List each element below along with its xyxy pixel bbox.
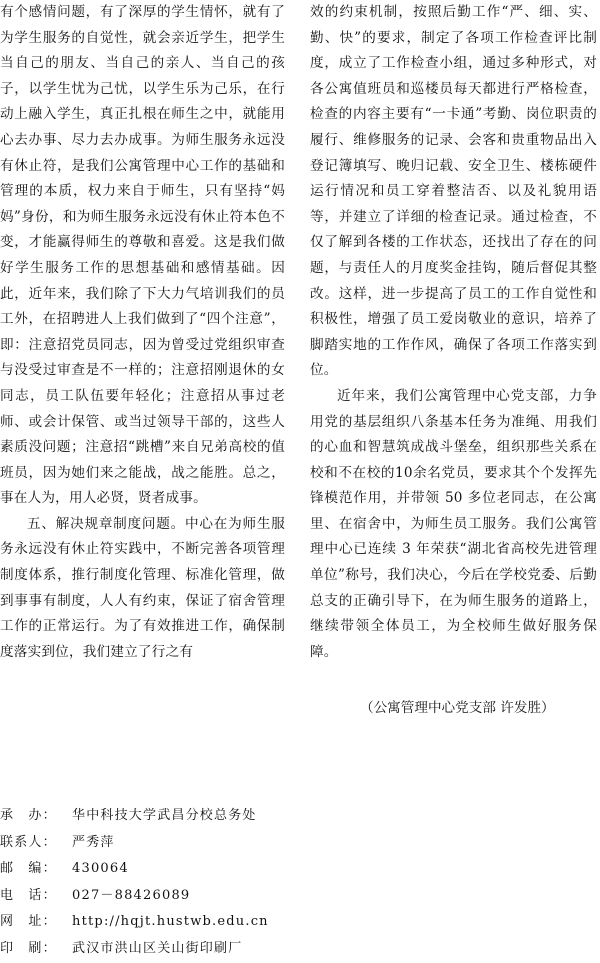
paragraph-rules-system: 五、解决规章制度问题。中心在为师生服务永远没有休止符实践中，不断完善各项管理制度体系，推行制度化管理、标准化管理，做到事事有制度，人人有约束，保证了宿舍管理工作的正常运行。为了有效推进工作，确保制度落实到位，我们建立了行之有 <box>0 515 285 660</box>
paragraph-staff-feelings: 有个感情问题，有了深厚的学生情怀，就有了为学生服务的自觉性，就会亲近学生，把学生当自己的朋友、当自己的亲人、当自己的孩子，以学生忧为己忧，以学生乐为己乐，在行动上融入学生，真正扎根在师生之中，就能用心去办事、尽力去办成事。为师生服务永远没有休止符，是我们公寓管理中心工作的基础和管理的本质，权力来自于师生，只有坚持“妈妈”身份，和为师生服务永远没有休止符本色不变，才能赢得师生的尊敬和喜爱。这是我们做好学生服务工作的思想基础和感情基础。因此，近年来，我们除了下大力气培训我们的员工外，在招聘进人上我们做到了“四个注意”，即：注意招党员同志，因为曾受过党组织审查与没受过审查是不一样的；注意招刚退休的女同志，员工队伍要年轻化；注意招从事过老师、或会计保管、或当过领导干部的，这些人素质没问题；注意招“跳槽”来自兄弟高校的值班员，因为她们来之能战，战之能胜。总之，事在人为，用人必贤，贤者成事。 <box>0 4 285 507</box>
colophon-value: 华中科技大学武昌分校总务处 <box>72 808 257 823</box>
paragraph-inspection-mechanism: 效的约束机制，按照后勤工作“严、细、实、勤、快”的要求，制定了各项工作检查评比制度，成立了工作检查小组，通过多种形式，对各公寓值班员和巡楼员每天都进行严格检查，检查的内容主要有“一卡通”考勤、岗位职责的履行、维修服务的记录、会客和贵重物品出入登记簿填写、晚归记载、安全卫生、楼栋硬件运行情况和员工穿着整洁否、以及礼貌用语等，并建立了详细的检查记录。通过检查，不仅了解到各楼的工作状态，还找出了存在的问题，与责任人的月度奖金挂钩，随后督促其整改。这样，进一步提高了员工的工作自觉性和积极性，增强了员工爱岗敬业的意识，培养了脚踏实地的工作作风，确保了各项工作落实到位。 <box>310 4 597 379</box>
colophon-phone <box>0 883 600 910</box>
colophon-label: 邮 编： <box>0 861 57 877</box>
colophon-label: 网 址： <box>0 914 57 930</box>
colophon-value: 430064 <box>72 861 129 877</box>
colophon-website <box>0 909 600 936</box>
colophon-organizer <box>0 803 600 830</box>
article-right-column <box>310 0 597 665</box>
article-left-column <box>0 0 285 665</box>
paragraph-party-branch: 近年来，我们公寓管理中心党支部，力争用党的基层组织八条基本任务为准绳、用我们的心血和智慧筑成战斗堡垒，组织那些关系在校和不在校的10余名党员，要求其个个发挥先锋模范作用，并带领 50 多位老同志，在公寓里、在宿舍中，为师生员工服务。我们公寓管理中心已连续 3 年荣获“湖北省高校先进管理单位”称号，我们决心，今后在学校党委、后勤总支的正确引导下，在为师生服务的道路上，继续带领全体员工，为全校师生做好服务保障。 <box>310 387 597 660</box>
colophon-label: 印 刷： <box>0 940 57 956</box>
colophon-postcode <box>0 856 600 883</box>
colophon-printer <box>0 936 600 963</box>
colophon-value: 严秀萍 <box>72 834 115 850</box>
colophon-label: 电 话： <box>0 887 57 903</box>
colophon-contact <box>0 830 600 857</box>
colophon-label: 承 办： <box>0 808 57 823</box>
colophon-value: 027－88426089 <box>72 887 191 903</box>
colophon-label: 联系人： <box>0 834 57 850</box>
article-signature: （公寓管理中心党支部 许发胜） <box>360 700 555 716</box>
colophon-value: 武汉市洪山区关山街印刷厂 <box>72 940 243 956</box>
colophon <box>0 803 600 963</box>
colophon-value: http://hqjt.hustwb.edu.cn <box>72 914 269 930</box>
